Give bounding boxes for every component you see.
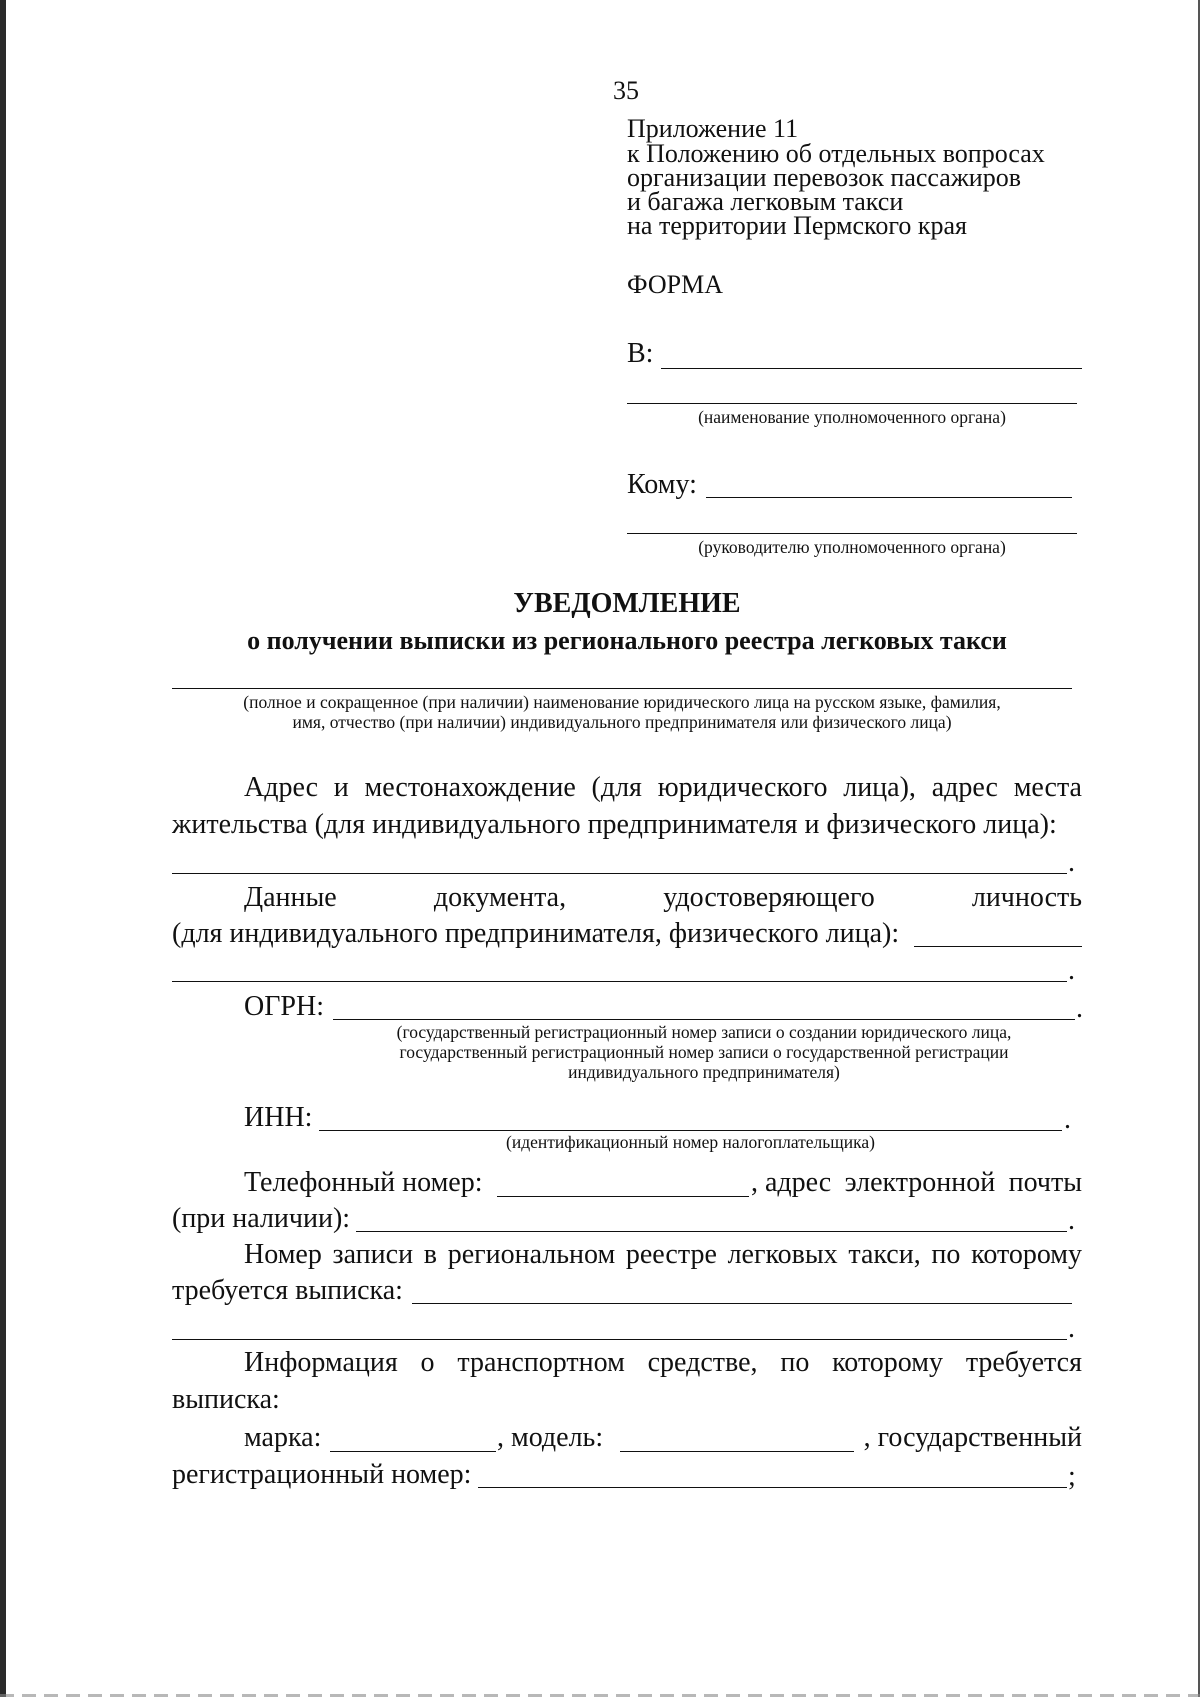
id-document-period: . — [1068, 955, 1075, 986]
record-line-1: Номер записи в региональном реестре легковых такси, по которому — [244, 1239, 1082, 1270]
word: Данные — [244, 882, 337, 913]
name-hint-line: имя, отчество (при наличии) индивидуального предпринимателя или физического лица) — [292, 712, 952, 732]
word: личность — [971, 882, 1082, 913]
address-line-2: жительства (для индивидуального предпринимателя и физического лица): — [172, 809, 1057, 840]
vehicle-line-2: выписка: — [172, 1384, 280, 1415]
inn-hint: (идентификационный номер налогоплательщика) — [506, 1132, 875, 1152]
word: Адрес — [244, 772, 319, 803]
whom-hint: (руководителю уполномоченного органа) — [698, 537, 1006, 557]
name-hint-line: (полное и сокращенное (при наличии) наименование юридического лица на русском языке, фамилия, — [243, 692, 1001, 712]
ogrn-hint-line: индивидуального предпринимателя) — [568, 1062, 840, 1082]
model-input-line[interactable] — [620, 1451, 854, 1452]
word: Информация — [244, 1347, 398, 1378]
word: требуется — [965, 1347, 1082, 1378]
record-input-line[interactable] — [412, 1303, 1072, 1304]
inn-input-line[interactable] — [319, 1130, 1062, 1131]
form-label: ФОРМА — [627, 270, 723, 299]
email-label-line — [751, 1169, 1082, 1197]
ogrn-input-line[interactable] — [333, 1019, 1075, 1020]
word: почты — [1008, 1167, 1082, 1198]
vehicle-line-1 — [244, 1349, 1082, 1377]
to-input-line-2[interactable] — [627, 403, 1077, 404]
page-number: 35 — [613, 76, 639, 105]
word: о — [420, 1347, 435, 1378]
id-document-line-2: (для индивидуального предпринимателя, физического лица): — [172, 918, 900, 949]
record-line-2: требуется выписка: — [172, 1275, 403, 1306]
whom-label: Кому: — [627, 469, 697, 500]
record-period: . — [1068, 1313, 1075, 1344]
phone-input-line[interactable] — [497, 1196, 749, 1197]
word: транспортном — [457, 1347, 625, 1378]
document-subtitle: о получении выписки из регионального реестра легковых такси — [247, 626, 1007, 655]
record-input-line-2[interactable] — [172, 1339, 1067, 1340]
id-document-input-line[interactable] — [914, 946, 1082, 947]
whom-input-line[interactable] — [706, 497, 1072, 498]
id-document-line-1 — [244, 884, 1082, 912]
ogrn-hint-line: (государственный регистрационный номер записи о создании юридического лица, — [396, 1022, 1012, 1042]
brand-label: марка: — [244, 1422, 322, 1453]
model-label: , модель: — [497, 1422, 604, 1453]
email-period: . — [1068, 1205, 1075, 1236]
inn-label: ИНН: — [244, 1102, 313, 1133]
word: по — [780, 1347, 810, 1378]
to-label: В: — [627, 338, 654, 369]
word: лица), — [843, 772, 916, 803]
ogrn-label: ОГРН: — [244, 991, 324, 1022]
word: местонахождение — [364, 772, 576, 803]
whom-input-line-2[interactable] — [627, 533, 1077, 534]
word: юридического — [657, 772, 828, 803]
address-input-line[interactable] — [172, 873, 1067, 874]
scan-edge-left — [0, 0, 6, 1697]
id-document-input-line-2[interactable] — [172, 981, 1067, 982]
appendix-line: к Положению об отдельных вопросах — [627, 139, 1045, 168]
appendix-line: Приложение 11 — [627, 114, 799, 143]
appendix-line: и багажа легковым такси — [627, 187, 904, 216]
address-period: . — [1068, 847, 1075, 878]
word: документа, — [433, 882, 567, 913]
to-hint: (наименование уполномоченного органа) — [698, 407, 1006, 427]
appendix-line: на территории Пермского края — [627, 211, 967, 240]
word: которому — [832, 1347, 943, 1378]
reg-number-input-line[interactable] — [478, 1487, 1067, 1488]
word: электронной — [844, 1167, 996, 1198]
appendix-line: организации перевозок пассажиров — [627, 163, 1021, 192]
word: места — [1013, 772, 1082, 803]
document-title: УВЕДОМЛЕНИЕ — [513, 588, 741, 619]
inn-period: . — [1064, 1104, 1071, 1135]
ogrn-hint-line: государственный регистрационный номер записи о государственной регистрации — [399, 1042, 1009, 1062]
word: адрес — [931, 772, 998, 803]
email-line-2: (при наличии): — [172, 1203, 351, 1234]
phone-label: Телефонный номер: — [244, 1167, 483, 1198]
ogrn-period: . — [1076, 993, 1083, 1024]
state-label: , государственный — [863, 1422, 1082, 1453]
address-line-1 — [244, 774, 1082, 802]
word: , адрес — [751, 1167, 832, 1198]
brand-input-line[interactable] — [330, 1451, 496, 1452]
to-input-line[interactable] — [661, 368, 1082, 369]
reg-number-label: регистрационный номер: — [172, 1459, 472, 1490]
word: средстве, — [647, 1347, 758, 1378]
word: и — [333, 772, 349, 803]
word: удостоверяющего — [663, 882, 875, 913]
word: (для — [591, 772, 642, 803]
email-input-line[interactable] — [356, 1231, 1067, 1232]
applicant-name-line[interactable] — [172, 688, 1072, 689]
reg-number-semicolon: ; — [1068, 1461, 1076, 1492]
